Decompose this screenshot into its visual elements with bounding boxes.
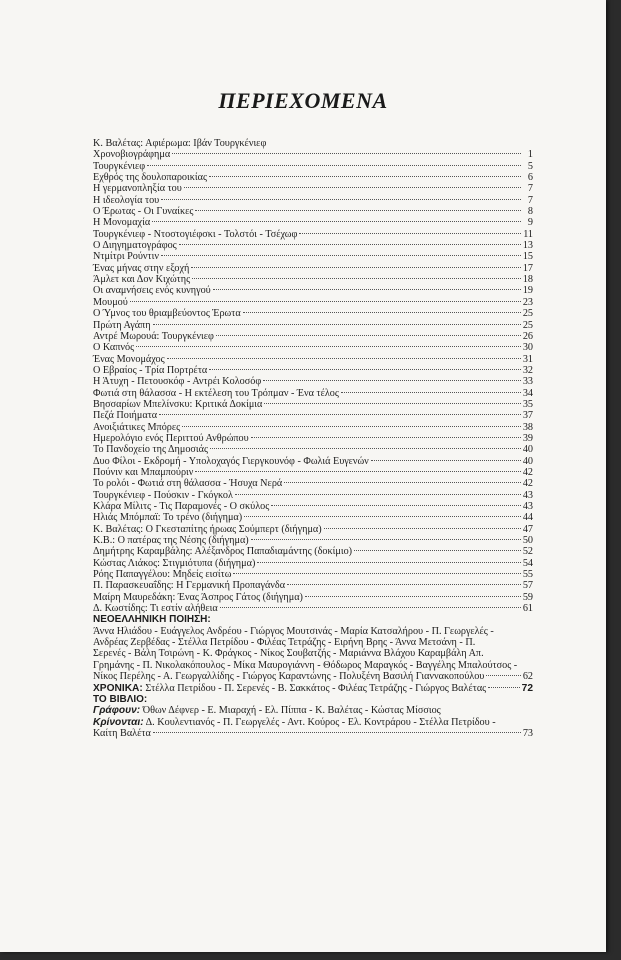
dot-leader xyxy=(184,187,521,188)
toc-entry xyxy=(93,342,533,353)
toc-entry xyxy=(93,183,533,194)
toc-entry xyxy=(93,365,533,376)
toc-entry xyxy=(93,433,533,444)
toc-entry-title: Το Πανδοχείο της Δημοσιάς xyxy=(93,444,209,456)
dot-leader xyxy=(251,539,521,540)
toc-entry-title: Χρονοβιογράφημα xyxy=(93,149,171,161)
toc-entry-page: 7 xyxy=(527,194,533,206)
toc-entry xyxy=(93,263,533,274)
dot-leader xyxy=(159,414,521,415)
dot-leader xyxy=(195,210,521,211)
toc-entry xyxy=(93,456,533,467)
toc-entry-title: Η ιδεολογία του xyxy=(93,194,160,206)
toc-entry-title: Η γερμανοπληξία του xyxy=(93,183,182,195)
toc-entry xyxy=(93,172,533,183)
dot-leader xyxy=(299,233,521,234)
toc-entry xyxy=(93,149,533,160)
toc-entry-title: Οι αναμνήσεις ενός κυνηγού xyxy=(93,285,211,297)
dot-leader xyxy=(263,380,521,381)
toc-entry-page: 15 xyxy=(522,251,533,263)
poetry-line: Γρημάνης - Π. Νικολακόπουλος - Μίκα Μαυρογιάννη - Θόδωρος Μαραγκός - Βαγγέλης Μπαλούτσος - xyxy=(93,659,518,671)
toc-entry-title: Η Άτυχη - Πετουσκόφ - Αντρέι Κολοσόφ xyxy=(93,376,262,388)
toc-entry-title: Ο Καπνός xyxy=(93,342,135,354)
toc-entry xyxy=(93,161,533,172)
toc-entry-page: 5 xyxy=(527,160,533,172)
toc-entry-title: Πεζά Ποιήματα xyxy=(93,410,158,422)
toc-entry-title: Μουμού xyxy=(93,296,128,308)
toc-entry-page: 38 xyxy=(522,421,533,433)
toc-entry xyxy=(93,285,533,296)
toc-entry-title: Ηλιάς Μπόμπαϊ: Το τρένο (διήγημα) xyxy=(93,512,243,524)
toc-entry-title: Πρώτη Αγάπη xyxy=(93,319,151,331)
poetry-last-line: Νίκος Περέλης - Α. Γεωργαλλίδης - Γιώργος Καραντώνης - Πολυξένη Βασιλή Γιαννακοπούλου xyxy=(93,671,485,683)
dot-leader xyxy=(179,244,521,245)
toc-entry-title: Ημερολόγιο ενός Περιττού Ανθρώπου xyxy=(93,432,249,444)
toc-entry-page: 1 xyxy=(527,149,533,161)
dot-leader xyxy=(147,165,521,166)
toc-entry xyxy=(93,240,533,251)
dot-leader xyxy=(220,607,521,608)
toc-entry-page: 8 xyxy=(527,206,533,218)
dot-leader xyxy=(488,687,519,688)
dot-leader xyxy=(130,301,521,302)
dot-leader xyxy=(167,358,521,359)
book-judge-last: Καίτη Βαλέτα xyxy=(93,727,151,739)
dot-leader xyxy=(161,199,521,200)
dot-leader xyxy=(305,596,521,597)
toc-entry xyxy=(93,422,533,433)
dot-leader xyxy=(195,471,520,472)
book-judged xyxy=(93,717,533,728)
toc-entry-title: Αντρέ Μωρουά: Τουργκένιεφ xyxy=(93,330,214,342)
toc-entry-page: 54 xyxy=(522,557,533,569)
toc-entry-title: Άμλετ και Δον Κιχώτης xyxy=(93,274,191,286)
toc-entry xyxy=(93,320,533,331)
toc-entry xyxy=(93,501,533,512)
toc-entry-page: 31 xyxy=(522,353,533,365)
toc-entry-title: Κ. Βαλέτας: Ο Γκεσταπίτης ήρωας Σούμπερτ (διήγημα) xyxy=(93,523,322,535)
dot-leader xyxy=(153,732,521,733)
book-judge-label: Κρίνονται: xyxy=(93,716,144,728)
toc-entry xyxy=(93,251,533,262)
toc-entry xyxy=(93,217,533,228)
toc-entry-title: Δ. Κωστίδης: Τι εστίν αλήθεια xyxy=(93,603,218,615)
toc-entry-page: 6 xyxy=(527,172,533,184)
toc-entry xyxy=(93,354,533,365)
dot-leader xyxy=(172,153,521,154)
toc-entry-page: 9 xyxy=(527,217,533,229)
dot-leader xyxy=(216,335,521,336)
toc-entry-page: 25 xyxy=(522,308,533,320)
toc-entry-title: Ο Ύμνος του θριαμβεύοντος Έρωτα xyxy=(93,308,241,320)
toc-entry-title: Εχθρός της δουλοπαροικίας xyxy=(93,172,208,184)
toc-entry-title: Φωτιά στη θάλασσα - Η εκτέλεση του Τρόπμαν - Ένα τέλος xyxy=(93,387,339,399)
toc-entry-page: 13 xyxy=(522,240,533,252)
dot-leader xyxy=(287,584,521,585)
toc-entry-title: Ανοιξιάτικες Μπόρες xyxy=(93,421,181,433)
chronicles-text: Στέλλα Πετρίδου - Π. Σερενές - Β. Σακκάτος - Φιλέας Τετράζης - Γιώργος Βαλέτας xyxy=(145,682,487,694)
dot-leader xyxy=(213,289,521,290)
toc-entry-page: 44 xyxy=(522,512,533,524)
toc-entry xyxy=(93,558,533,569)
toc-entry xyxy=(93,331,533,342)
toc-entry-page: 32 xyxy=(522,364,533,376)
toc-entry-page: 19 xyxy=(522,285,533,297)
toc-entry xyxy=(93,478,533,489)
toc-entry-page: 17 xyxy=(522,262,533,274)
toc-entry-page: 34 xyxy=(522,387,533,399)
section-intro-text: Κ. Βαλέτας: Αφιέρωμα: Ιβάν Τουργκένιεφ xyxy=(93,138,267,149)
dot-leader xyxy=(182,426,521,427)
toc-entry-title: Τουργκένιεφ - Πούσκιν - Γκόγκολ xyxy=(93,489,233,501)
toc-entry-title: Βησσαρίων Μπελίνσκυ: Κριτικά Δοκίμια xyxy=(93,398,263,410)
toc-entry-page: 7 xyxy=(527,183,533,195)
toc-entry xyxy=(93,512,533,523)
toc-entry-title: Ντμίτρι Ρούντιν xyxy=(93,251,159,263)
toc-entry-title: Ένας Μονομάχος xyxy=(93,353,165,365)
toc-entry-page: 61 xyxy=(522,603,533,615)
dot-leader xyxy=(210,448,521,449)
chronicles-row xyxy=(93,683,533,694)
dot-leader xyxy=(209,176,521,177)
toc-entry xyxy=(93,592,533,603)
book-heading: ΤΟ ΒΙΒΛΙΟ: xyxy=(93,693,148,705)
toc-entry-title: Μαίρη Μαυρεδάκη: Ένας Άσπρος Γάτος (διήγημα) xyxy=(93,591,303,603)
toc-entry-page: 42 xyxy=(522,466,533,478)
toc-entry-page: 50 xyxy=(522,535,533,547)
section-intro xyxy=(93,138,533,149)
dot-leader xyxy=(161,255,521,256)
toc-entry-title: Π. Παρασκευαΐδης: Η Γερμανική Προπαγάνδα xyxy=(93,580,286,592)
dot-leader xyxy=(136,346,521,347)
dot-leader xyxy=(324,528,521,529)
toc-entry-title: Ο Διηγηματογράφος xyxy=(93,240,177,252)
toc-entry-title: Κ.Β.: Ο πατέρας της Νέσης (διήγημα) xyxy=(93,535,249,547)
toc-entry-page: 40 xyxy=(522,455,533,467)
poetry-heading: ΝΕΟΕΛΛΗΝΙΚΗ ΠΟΙΗΣΗ: xyxy=(93,614,211,626)
toc-entry-page: 18 xyxy=(522,274,533,286)
dot-leader xyxy=(235,494,521,495)
toc-entry xyxy=(93,195,533,206)
toc-entry xyxy=(93,467,533,478)
toc-entry-page: 55 xyxy=(522,569,533,581)
dot-leader xyxy=(341,392,521,393)
poetry-line: Ανδρέας Ζερβέδας - Στέλλα Πετρίδου - Φιλέας Τετράζης - Ειρήνη Βρης - Άννα Μετσάνη - Π. xyxy=(93,637,476,649)
book-last-row xyxy=(93,728,533,739)
toc-entry-page: 42 xyxy=(522,478,533,490)
toc-entry xyxy=(93,444,533,455)
dot-leader xyxy=(257,562,520,563)
toc-entry xyxy=(93,603,533,614)
dot-leader xyxy=(271,505,521,506)
toc-entries xyxy=(93,149,533,614)
dot-leader xyxy=(264,403,520,404)
toc-entry-page: 35 xyxy=(522,398,533,410)
toc-entry-title: Η Μονομαχία xyxy=(93,217,151,229)
dot-leader xyxy=(153,324,521,325)
toc-entry xyxy=(93,229,533,240)
poetry-last-row xyxy=(93,671,533,682)
toc-entry xyxy=(93,569,533,580)
toc-entry xyxy=(93,580,533,591)
toc-entry xyxy=(93,524,533,535)
dot-leader xyxy=(152,221,521,222)
book-write-label: Γράφουν: xyxy=(93,705,141,717)
toc-entry-page: 59 xyxy=(522,591,533,603)
dot-leader xyxy=(486,675,520,676)
poetry-line: Άννα Ηλιάδου - Ευάγγελος Ανδρέου - Γιώργος Μουτσινάς - Μαρία Κατσαλήρου - Π. Γεωργελές - xyxy=(93,625,494,637)
dot-leader xyxy=(191,267,520,268)
toc-entry-title: Πούνιν και Μπαμπούριν xyxy=(93,466,194,478)
toc-entry-page: 43 xyxy=(522,489,533,501)
book-judge-text: Δ. Κουλεντιανός - Π. Γεωργελές - Αντ. Κούρος - Ελ. Κοντράρου - Στέλλα Πετρίδου - xyxy=(145,716,496,728)
toc-entry xyxy=(93,297,533,308)
toc-entry-title: Δυο Φίλοι - Εκδρομή - Υπολοχαγός Γιεργκουνόφ - Φωλιά Ευγενών xyxy=(93,455,369,467)
dot-leader xyxy=(209,369,521,370)
toc-entry-title: Ένας μήνας στην εξοχή xyxy=(93,262,190,274)
toc-entry-page: 11 xyxy=(523,228,533,240)
toc-entry xyxy=(93,274,533,285)
toc-entry xyxy=(93,308,533,319)
toc-entry xyxy=(93,399,533,410)
toc-entry-page: 25 xyxy=(522,319,533,331)
toc-entry-page: 52 xyxy=(522,546,533,558)
toc-entry-page: 26 xyxy=(522,330,533,342)
dot-leader xyxy=(371,460,521,461)
chronicles-label: ΧΡΟΝΙΚΑ: xyxy=(93,682,143,694)
book-write-text: Όθων Δέφνερ - Ε. Μιαραχή - Ελ. Πίππα - Κ. Βαλέτας - Κώστας Μίσσιος xyxy=(142,705,441,717)
toc-entry-page: 37 xyxy=(522,410,533,422)
toc-entry-title: Το ρολόι - Φωτιά στη θάλασσα - Ήσυχα Νερά xyxy=(93,478,283,490)
table-of-contents xyxy=(93,138,533,739)
toc-entry-page: 47 xyxy=(522,523,533,535)
toc-entry xyxy=(93,376,533,387)
dot-leader xyxy=(233,573,520,574)
dot-leader xyxy=(284,482,521,483)
toc-entry-title: Τουργκένιεφ - Ντοστογιέφσκι - Τολστόι - Τσέχωφ xyxy=(93,228,298,240)
toc-entry-title: Κώστας Λιάκος: Στιγμιότυπα (διήγημα) xyxy=(93,557,256,569)
toc-entry-title: Ρόης Παπαγγέλου: Μηδείς εισίτω xyxy=(93,569,232,581)
toc-entry-page: 23 xyxy=(522,296,533,308)
toc-entry-page: 33 xyxy=(522,376,533,388)
poetry-page: 62 xyxy=(522,671,533,683)
page-title: ΠΕΡΙΕΧΟΜΕΝΑ xyxy=(218,88,388,113)
toc-entry xyxy=(93,535,533,546)
toc-entry-title: Ο Έρωτας - Οι Γυναίκες xyxy=(93,206,194,218)
poetry-line: Σερενές - Βάλη Τσιρώνη - Κ. Φράγκος - Νίκος Σουβατζής - Μαριάννα Βλάχου Καραμβάλη Απ. xyxy=(93,648,484,660)
toc-entry-page: 30 xyxy=(522,342,533,354)
dot-leader xyxy=(244,516,521,517)
dot-leader xyxy=(251,437,521,438)
toc-entry xyxy=(93,546,533,557)
toc-entry-title: Κλάρα Μίλιτς - Τις Παραμονές - Ο σκύλος xyxy=(93,501,270,512)
chronicles-page: 72 xyxy=(521,682,533,694)
toc-entry-page: 57 xyxy=(522,580,533,592)
dot-leader xyxy=(243,312,521,313)
toc-entry-page: 40 xyxy=(522,444,533,456)
toc-entry xyxy=(93,388,533,399)
book-page: 73 xyxy=(522,727,533,739)
toc-entry-title: Ο Εβραίος - Τρία Πορτρέτα xyxy=(93,364,208,376)
toc-entry-page: 43 xyxy=(522,501,533,512)
dot-leader xyxy=(192,278,521,279)
book-writers xyxy=(93,705,533,716)
toc-entry-page: 39 xyxy=(522,432,533,444)
toc-entry xyxy=(93,410,533,421)
toc-entry xyxy=(93,490,533,501)
toc-entry-title: Τουργκένιεφ xyxy=(93,160,146,172)
dot-leader xyxy=(354,550,521,551)
toc-entry xyxy=(93,206,533,217)
toc-entry-title: Δημήτρης Καραμβάλης: Αλέξανδρος Παπαδιαμάντης (δοκίμιο) xyxy=(93,546,353,558)
